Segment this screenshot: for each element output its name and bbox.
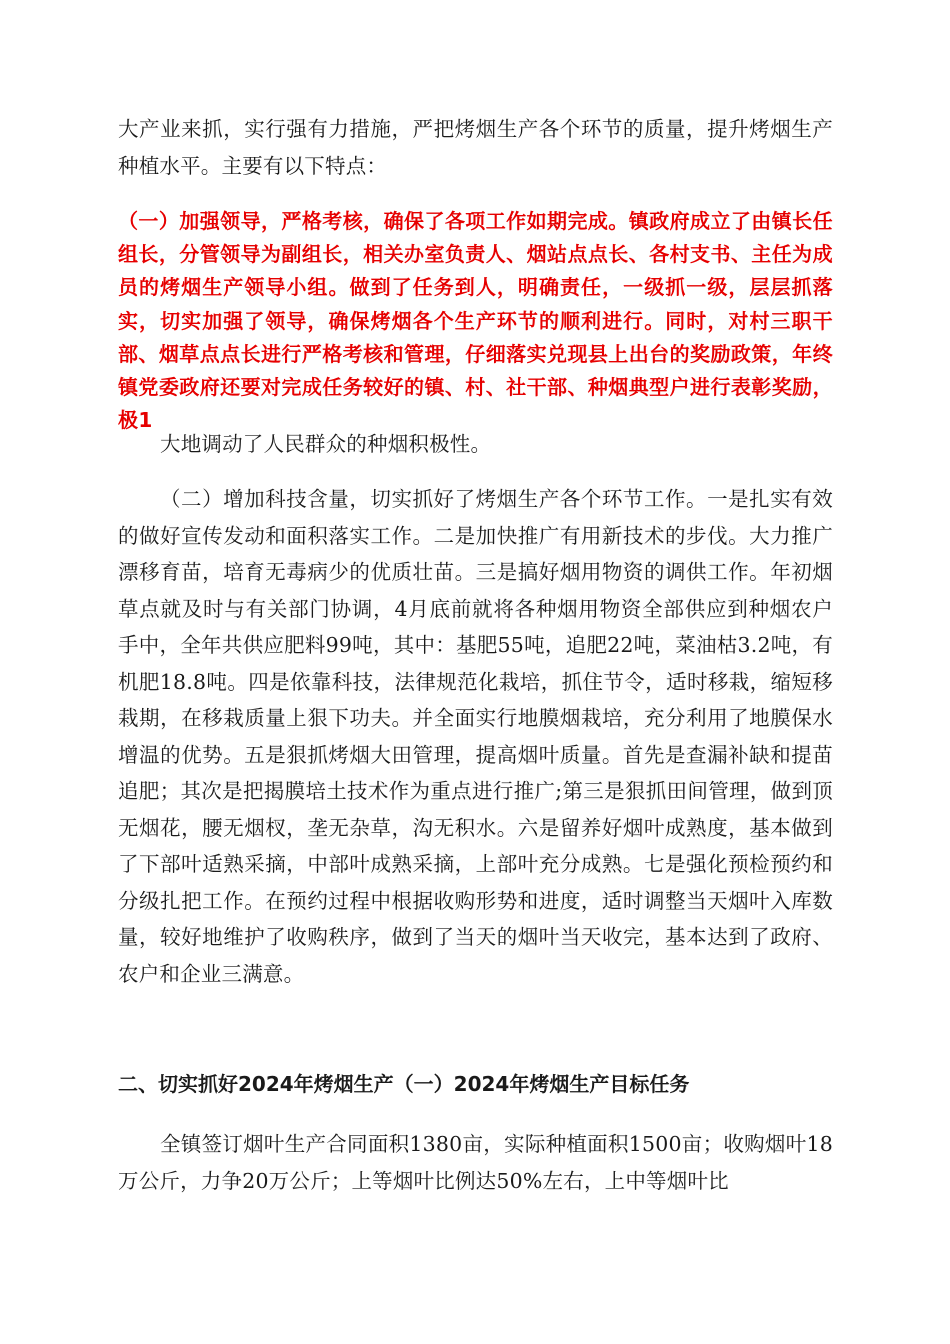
paragraph-2024-targets: 全镇签订烟叶生产合同面积1380亩，实际种植面积1500亩；收购烟叶18万公斤，力争20万公斤；上等烟叶比例达50%左右，上中等烟叶比	[118, 1132, 833, 1193]
paragraph-technology-content: （二）增加科技含量，切实抓好了烤烟生产各个环节工作。一是扎实有效的做好宣传发动和面积落实工作。二是加快推广有用新技术的步伐。大力推广漂移育苗，培育无毒病少的优质壮苗。三是搞好烟用物资的调供工作。年初烟草点就及时与有关部门协调，4月底前就将各种烟用物资全部供应到种烟农户手中，全年共供应肥料99吨，其中：基肥55吨，追肥22吨，菜油枯3.2吨，有机肥18.8吨。四是依靠科技，法律规范化栽培，抓住节令，适时移栽，缩短移栽期，在移栽质量上狠下功夫。并全面实行地膜烟栽培，充分利用了地膜保水增温的优势。五是狠抓烤烟大田管理，提高烟叶质量。首先是查漏补缺和提苗追肥；其次是把揭膜培土技术作为重点进行推广;第三是狠抓田间管理，做到顶无烟花，腰无烟杈，垄无杂草，沟无积水。六是留养好烟叶成熟度，基本做到了下部叶适熟采摘，中部叶成熟采摘，上部叶充分成熟。七是强化预检预约和分级扎把工作。在预约过程中根据收购形势和进度，适时调整当天烟叶入库数量，较好地维护了收购秩序，做到了当天的烟叶当天收完，基本达到了政府、农户和企业三满意。	[118, 487, 833, 986]
paragraph-enthusiasm: 大地调动了人民群众的种烟积极性。	[160, 432, 492, 456]
paragraph-leadership-assessment: （一）加强领导，严格考核，确保了各项工作如期完成。镇政府成立了由镇长任组长，分管领导为副组长，相关办室负责人、烟站点点长、各村支书、主任为成员的烤烟生产领导小组。做到了任务到人，明确责任，一级抓一级，层层抓落实，切实加强了领导，确保烤烟各个生产环节的顺利进行。同时，对村三职干部、烟草点点长进行严格考核和管理，仔细落实兑现县上出台的奖励政策，年终镇党委政府还要对完成任务较好的镇、村、社干部、种烟典型户进行表彰奖励，极1	[118, 209, 833, 433]
paragraph-intro-continuation: 大产业来抓，实行强有力措施，严把烤烟生产各个环节的质量，提升烤烟生产种植水平。主要有以下特点：	[118, 117, 833, 178]
section-heading-2024-production: 二、切实抓好2024年烤烟生产（一）2024年烤烟生产目标任务	[118, 1072, 690, 1096]
